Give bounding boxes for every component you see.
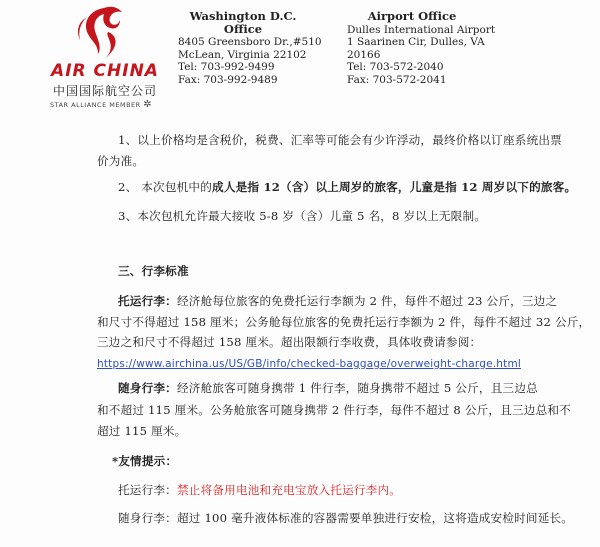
dc-office-city: McLean, Virginia 22102 xyxy=(178,48,307,61)
note-2-prefix: 2、 本次包机中的 xyxy=(118,180,213,194)
note-3: 3、本次包机允许最大接收 5-8 岁（含）儿童 5 名，8 岁以上无限制。 xyxy=(118,209,487,223)
alliance-label: STAR ALLIANCE MEMBER xyxy=(50,101,141,109)
tip-checked xyxy=(118,479,401,501)
carry-line-b: 和不超过 115 厘米。公务舱旅客可随身携带 2 件行李，每件不超过 8 公斤，且三边总和不 xyxy=(97,403,571,417)
note-1-line-b: 价为准。 xyxy=(97,154,145,168)
checked-line-c: 三边之和尺寸不得超过 158 厘米。超出限额行李收费，具体收费请参阅： xyxy=(97,335,482,349)
checked-text-a: 经济舱每位旅客的免费托运行李额为 2 件，每件不超过 23 公斤，三边之 xyxy=(176,294,558,308)
tip-carry xyxy=(118,507,573,529)
star-alliance-icon: ✲ xyxy=(143,99,153,110)
airport-office-block xyxy=(347,10,517,86)
dc-office-title: Washington D.C. Office xyxy=(189,9,297,36)
airport-office-fax: Fax: 703-572-2041 xyxy=(347,73,447,86)
tip-carry-label: 随身行李： xyxy=(118,511,177,525)
dc-office-address: 8405 Greensboro Dr.,#510 xyxy=(178,36,322,48)
carry-text-a: 经济舱旅客可随身携带 1 件行李，随身携带不超过 5 公斤，且三边总 xyxy=(176,381,538,395)
note-2 xyxy=(118,176,576,198)
dc-office-block xyxy=(178,10,328,86)
airport-office-tel: Tel: 703-572-2040 xyxy=(347,61,444,73)
airport-office-address: Dulles International Airport xyxy=(347,23,496,36)
tip-checked-warning: 禁止将备用电池和充电宝放入托运行李内。 xyxy=(176,483,402,497)
checked-label: 托运行李： xyxy=(118,294,177,308)
note-2-bold: 成人是指 12（含）以上周岁的旅客，儿童是指 12 周岁以下的旅客。 xyxy=(212,180,577,194)
checked-line-b: 和尺寸不得超过 158 厘米；公务舱每位旅客的免费托运行李额为 2 件，每件不超过 32 公斤， xyxy=(97,315,591,329)
baggage-link-text[interactable]: https://www.airchina.us/US/GB/info/checked-baggage/overweight-charge.html xyxy=(97,358,522,370)
section-title: 三、行李标准 xyxy=(118,264,189,278)
brand-name: AIR CHINA xyxy=(51,61,159,81)
baggage-link[interactable] xyxy=(97,352,521,375)
carry-line-a xyxy=(118,377,538,399)
alliance-text xyxy=(50,99,170,110)
dc-office-tel: Tel: 703-992-9499 xyxy=(178,61,275,73)
brand-name-cn: 中国国际航空公司 xyxy=(52,84,157,98)
carry-label: 随身行李： xyxy=(118,381,177,395)
tip-checked-label: 托运行李： xyxy=(118,483,177,497)
tips-title: *友情提示： xyxy=(112,454,178,468)
note-1-line-a: 1、以上价格均是含税价，税费、汇率等可能会有少许浮动，最终价格以订座系统出票 xyxy=(118,133,562,147)
phoenix-logo-icon xyxy=(68,4,140,62)
checked-line-a xyxy=(118,290,557,312)
tip-carry-text: 超过 100 毫升液体标准的容器需要单独进行安检，这将造成安检时间延长。 xyxy=(176,511,574,525)
dc-office-fax: Fax: 703-992-9489 xyxy=(178,73,278,86)
air-china-logo xyxy=(50,4,160,114)
airport-office-title: Airport Office xyxy=(367,9,457,23)
airport-office-city: 1 Saarinen Cir, Dulles, VA 20166 xyxy=(347,36,485,61)
carry-line-c: 超过 115 厘米。 xyxy=(97,424,187,438)
